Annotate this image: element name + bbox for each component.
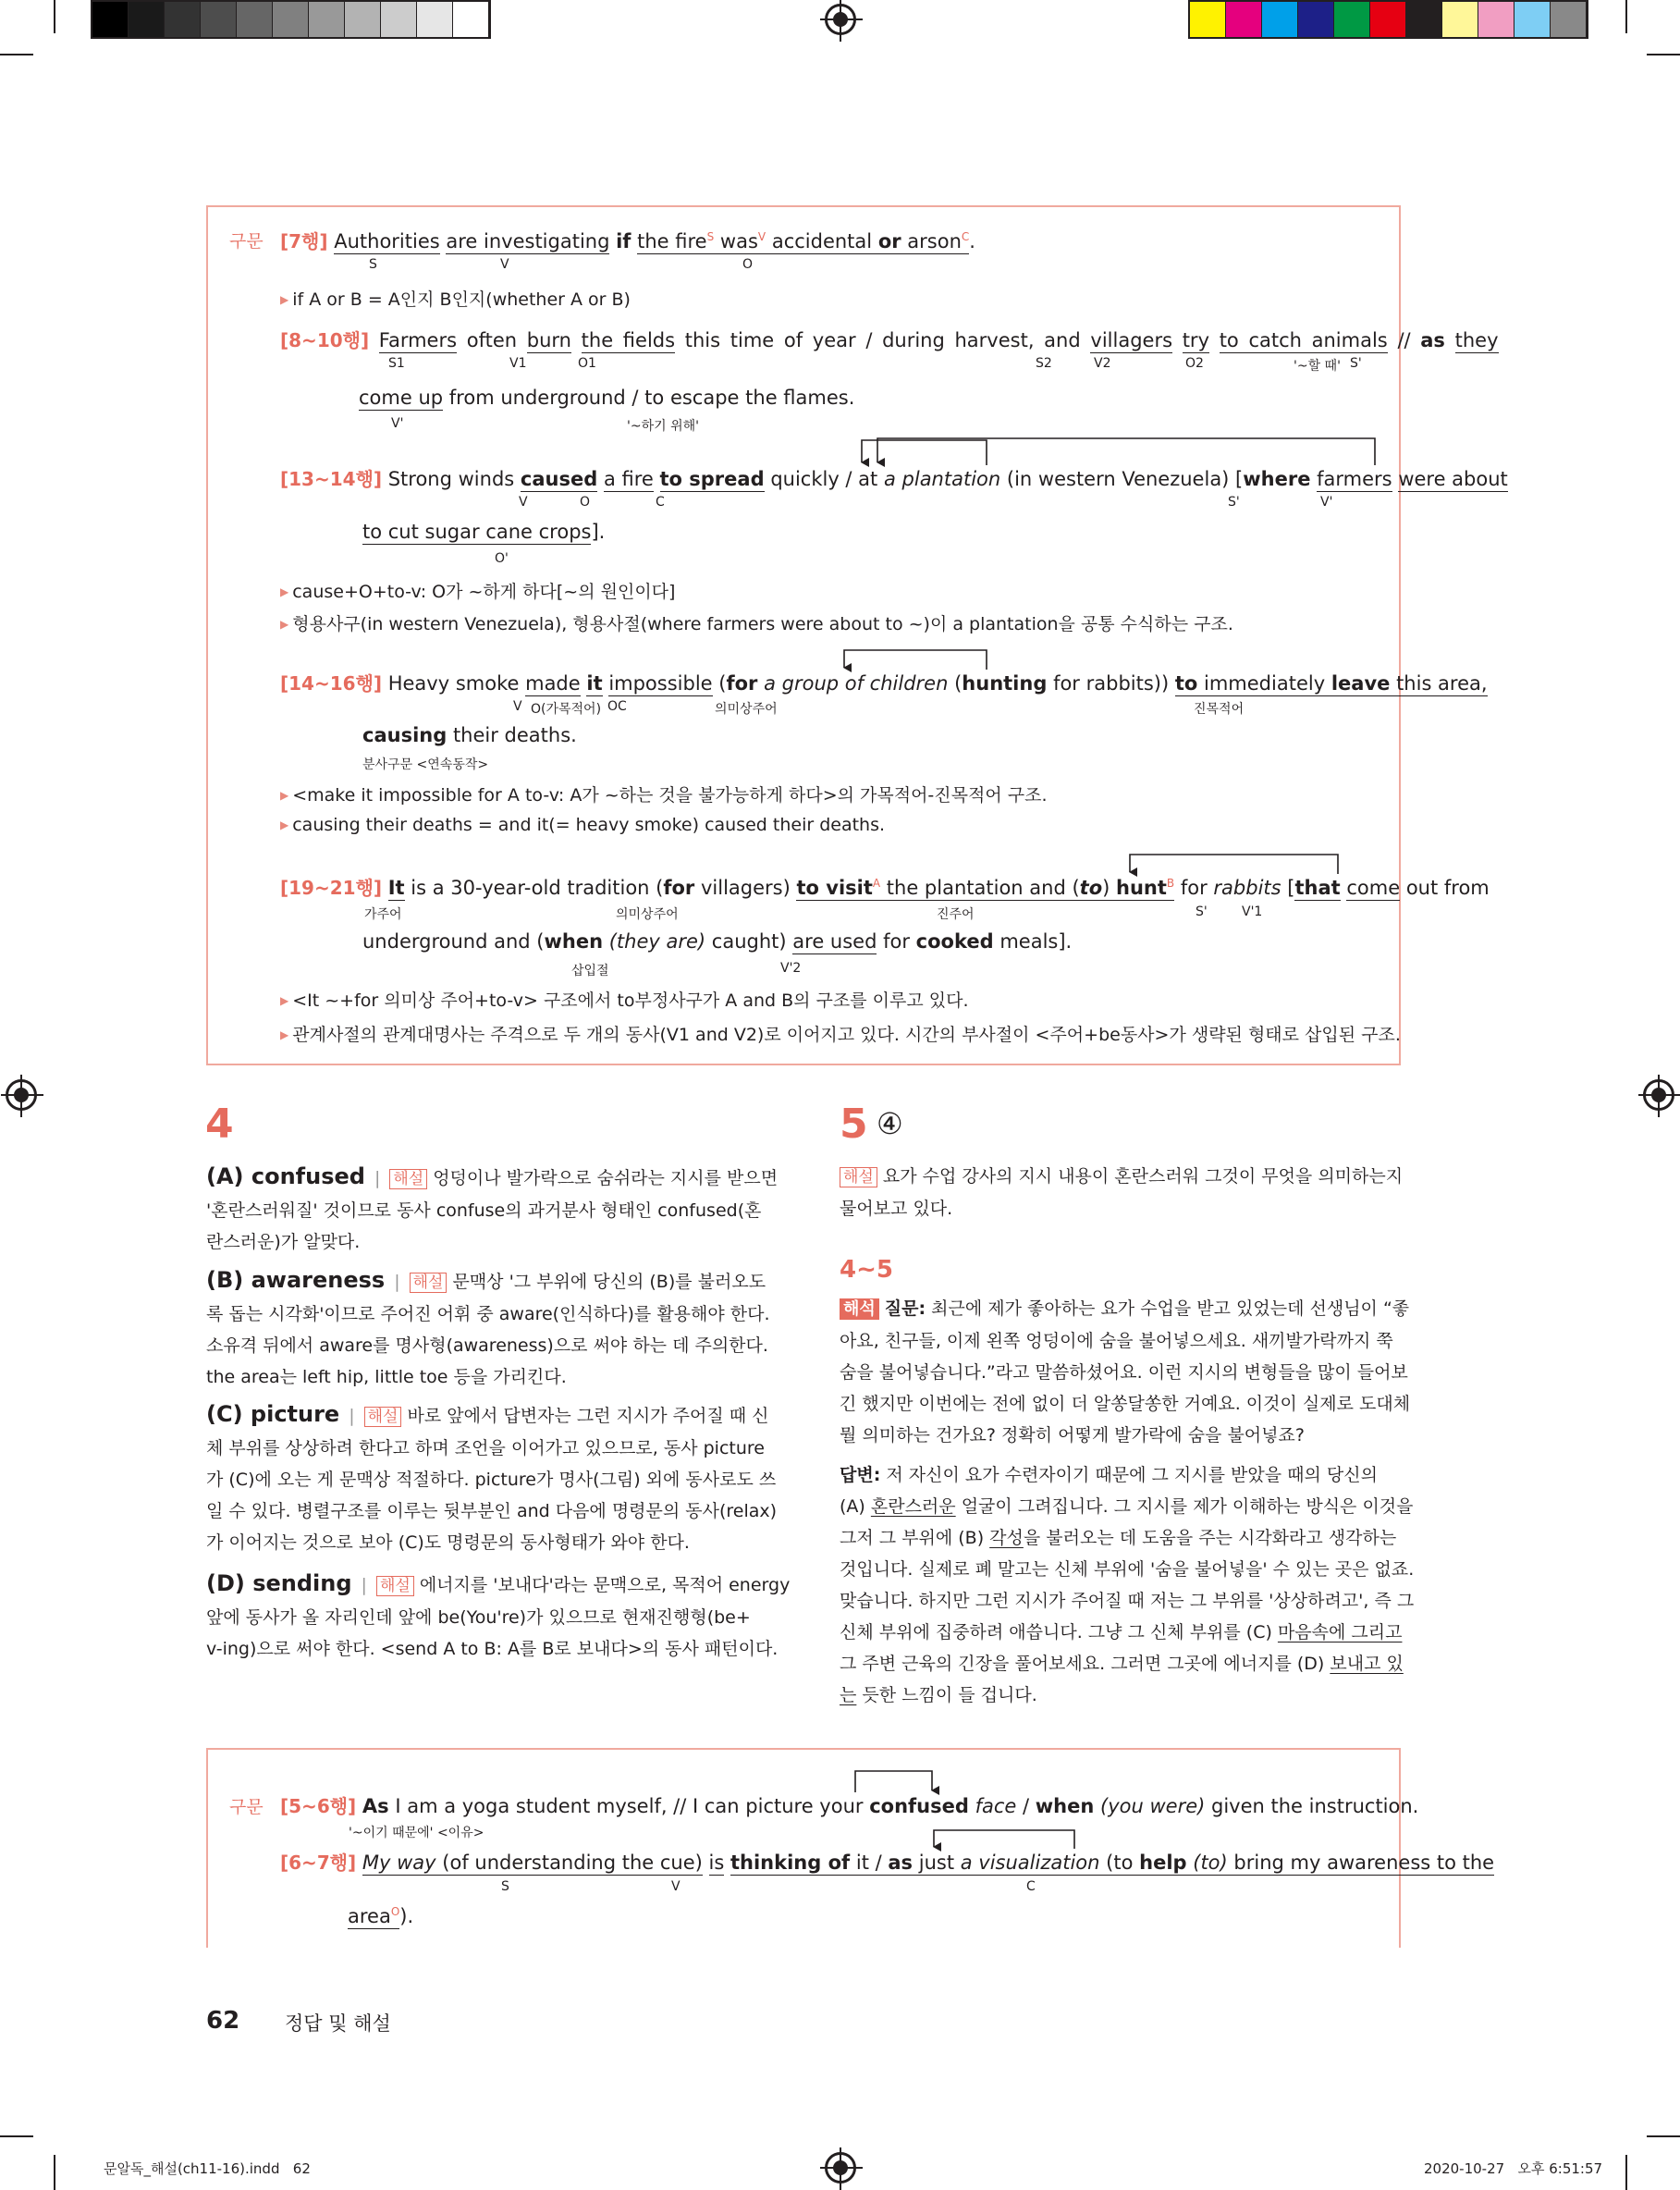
- gray-swatch: [417, 2, 453, 37]
- gray-color-bar: [91, 0, 491, 39]
- translation-answer: 답변: 저 자신이 요가 수련자이기 때문에 그 지시를 받았을 때의 당신의 (A) 혼란스러운 얼굴이 그려집니다. 그 지시를 제가 이해하는 방식은 이것을 그저 그 부위에 (B) 각성을 불러오는 데 도움을 주는 시각화라고 생각하는 것입니다. 실제로 폐 말고는 신체 부위에 '숨을 불어넣을' 수 있는 곳은 없죠. 맞습니다. 하지만 그런 지시가 주어질 때 저는 그 부위를 '상상하려고', 즉 그 신체 부위에 집중하려 애씁니다. 그냥 그 신체 부위를 (C) 마음속에 그리고 그 주변 근육의 긴장을 풀어보세요. 그러면 그곳에 에너지를 (D) 보내고 있 는 듯한 느낌이 들 겁니다.: [840, 1465, 1415, 1705]
- label-s-prime: S': [1350, 356, 1362, 371]
- label-real-object: 진목적어: [1194, 702, 1245, 717]
- sentence-5-6: [5~6행] As I am a yoga student myself, // I can picture your confused face / when (you were) given the instruction.: [280, 1795, 1419, 1817]
- syntax-tag: 구문: [229, 231, 264, 252]
- label-o1: O1: [578, 356, 596, 371]
- label-v: V: [519, 495, 528, 510]
- label-o: O: [742, 257, 754, 272]
- crop-mark-bl-h: [0, 2135, 33, 2137]
- label-v: V: [513, 699, 522, 714]
- note: ▶ 관계사절의 관계대명사는 주격으로 두 개의 동사(V1 and V2)로 이어지고 있다. 시간의 부사절이 <주어+be동사>가 생략된 형태로 삽입된 구조.: [280, 1025, 1401, 1045]
- color-swatch: [1226, 2, 1262, 37]
- label-v: V: [500, 257, 509, 272]
- label-participle: 분사구문 <연속동작>: [362, 757, 489, 772]
- label-v-prime: V': [391, 416, 404, 431]
- answer-c: (C) picture | 해설 바로 앞에서 답변자는 그런 지시가 주어질 때 신 체 부위를 상상하려 한다고 하며 조언을 이어가고 있으므로, 동사 picture 가 (C)에 오는 게 문맥상 적절하다. picture가 명사(그림) 외에 동사로도 쓰 일 수 있다. 병렬구조를 이루는 뒷부분인 and 다음에 명령문의 동사(relax) 가 이어지는 것으로 보아 (C)도 명령문의 동사형태가 와야 한다.: [206, 1401, 778, 1553]
- answer-d: (D) sending | 해설 에너지를 '보내다'라는 문맥으로, 목적어 energy 앞에 동사가 올 자리인데 앞에 be(You're)가 있으므로 현재진행형(be+ v-ing)으로 써야 한다. <send A to B: A를 B로 보내다>의 동사 패턴이다.: [206, 1570, 791, 1659]
- file-name: 문알독_해설(ch11-16).indd 62: [104, 2160, 311, 2177]
- gray-swatch: [92, 2, 129, 37]
- sentence-6-7-cont: area$^O$).: [348, 1905, 414, 1927]
- label-s-prime: S': [1196, 904, 1208, 919]
- crop-mark-tr-h: [1647, 54, 1680, 55]
- gray-swatch: [453, 2, 489, 37]
- color-swatch: [1334, 2, 1370, 37]
- label-s: S: [501, 1879, 509, 1894]
- color-swatch: [1406, 2, 1442, 37]
- crop-mark-tl-v: [54, 0, 55, 33]
- sentence-19-21: [19~21행] It is a 30-year-old tradition (for villagers) to visit$^A$ the plantation and (to) hunt$^B$ for rabbits [that come out from: [280, 877, 1490, 899]
- sentence-14-16: [14~16행] Heavy smoke made it impossible (for a group of children (hunting for rabbits)) to immediately leave this area,: [280, 672, 1488, 695]
- syntax-tag: 구문: [229, 1797, 264, 1817]
- question-number-5: 5: [840, 1101, 868, 1148]
- label-s-prime: S': [1228, 495, 1240, 510]
- label-c: C: [656, 495, 665, 510]
- translation-question: 해석 질문: 최근에 제가 좋아하는 요가 수업을 받고 있었는데 선생님이 “좋 아요, 친구들, 이제 왼쪽 엉덩이에 숨을 불어넣으세요. 새끼발가락까지 쭉 숨을 불어넣습니다.”라고 말씀하셨어요. 이런 지시의 변형들을 많이 들어보 긴 했지만 이번에는 전에 없이 더 알쏭달쏭한 거예요. 이것이 실제로 도대체 뭘 의미하는 건가요? 정확히 어떻게 발가락에 숨을 불어넣죠?: [840, 1298, 1411, 1446]
- gray-swatch: [309, 2, 345, 37]
- label-fake-subject: 가주어: [364, 907, 402, 922]
- crop-mark-br-v: [1625, 2155, 1627, 2190]
- label-s1: S1: [388, 356, 405, 371]
- label-s2: S2: [1036, 356, 1052, 371]
- note: ▶ <make it impossible for A to-v: A가 ~하는 것을 불가능하게 하다>의 가목적어-진목적어 구조.: [280, 785, 1048, 806]
- sentence-13-14: [13~14행] Strong winds caused a fire to spread quickly / at a plantation (in western Venezuela) [where farmers were about: [280, 468, 1508, 490]
- crop-mark-bl-v: [54, 2155, 55, 2190]
- note: ▶ cause+O+to-v: O가 ~하게 하다[~의 원인이다]: [280, 582, 676, 602]
- crop-mark-br-h: [1647, 2135, 1680, 2137]
- label-o-prime: O': [495, 551, 509, 566]
- question-number-4: 4: [205, 1101, 234, 1148]
- answer-b: (B) awareness | 해설 문맥상 '그 부위에 당신의 (B)를 불러오도 록 돕는 시각화'이므로 주어진 어휘 중 aware(인식하다)를 활용해야 한다. 소유격 뒤에서 aware를 명사형(awareness)으로 써야 하는 데 주의한다. the area는 left hip, little toe 등을 가리킨다.: [206, 1267, 770, 1387]
- registration-mark-top: [825, 4, 856, 35]
- label-inserted-clause: 삽입절: [571, 964, 609, 978]
- color-swatch: [1478, 2, 1514, 37]
- label-o: O: [580, 495, 591, 510]
- note: ▶ <It ~+for 의미상 주어+to-v> 구조에서 to부정사구가 A and B의 구조를 이루고 있다.: [280, 990, 969, 1011]
- label-real-subject: 진주어: [937, 907, 975, 922]
- label-s: S: [369, 257, 377, 272]
- color-swatch: [1262, 2, 1298, 37]
- crop-mark-tr-v: [1625, 0, 1627, 33]
- label-c: C: [1026, 1879, 1036, 1894]
- note: ▶ causing their deaths = and it(= heavy smoke) caused their deaths.: [280, 815, 886, 835]
- gray-swatch: [381, 2, 417, 37]
- crop-mark-tl-h: [0, 54, 33, 55]
- label-as: '~할 때': [1294, 359, 1341, 374]
- sentence-19-21-cont: underground and (when (they are) caught) are used for cooked meals].: [362, 930, 1073, 953]
- gray-swatch: [273, 2, 309, 37]
- label-semantic-subject: 의미상주어: [715, 702, 778, 717]
- label-because: '~이기 때문에' <이유>: [349, 1826, 484, 1840]
- color-swatch: [1190, 2, 1226, 37]
- explanation-5: 해설 요가 수업 강사의 지시 내용이 혼란스러워 그것이 무엇을 의미하는지 물어보고 있다.: [840, 1166, 1404, 1219]
- note: ▶ 형용사구(in western Venezuela), 형용사절(where farmers were about to ~)이 a plantation을 공통 수식하는 구조.: [280, 614, 1233, 634]
- page-number: 62: [206, 2007, 240, 2035]
- color-swatch: [1442, 2, 1478, 37]
- gray-swatch: [345, 2, 381, 37]
- color-swatch: [1514, 2, 1551, 37]
- color-swatch: [1551, 2, 1587, 37]
- label-v: V: [671, 1879, 681, 1894]
- gray-swatch: [165, 2, 201, 37]
- label-v-prime: V': [1320, 495, 1333, 510]
- sentence-8-10: [8~10행] Farmers often burn the fields this time of year / during harvest, and villagers try to catch animals // as they: [280, 329, 1499, 351]
- timestamp: 2020-10-27 오후 6:51:57: [1424, 2160, 1603, 2177]
- process-color-bar: [1188, 0, 1588, 39]
- label-oc: OC: [607, 699, 627, 714]
- page-label: 정답 및 해설: [285, 2012, 391, 2035]
- label-v2: V2: [1094, 356, 1111, 371]
- label-v1: V1: [509, 356, 527, 371]
- label-purpose: '~하기 위해': [627, 419, 699, 434]
- note: ▶ if A or B = A인지 B인지(whether A or B): [280, 289, 631, 310]
- label-v2-prime: V'2: [780, 961, 802, 976]
- label-semantic-subject: 의미상주어: [616, 907, 679, 922]
- color-swatch: [1370, 2, 1406, 37]
- sentence-13-14-cont: to cut sugar cane crops].: [362, 521, 606, 543]
- label-o2: O2: [1185, 356, 1204, 371]
- sentence-6-7: [6~7행] My way (of understanding the cue) is thinking of it / as just a visualization (to help (to) bring my awareness to the: [280, 1852, 1495, 1874]
- color-swatch: [1298, 2, 1334, 37]
- sentence-8-10-cont: come up from underground / to escape the flames.: [359, 387, 855, 409]
- registration-mark-bottom: [825, 2152, 856, 2184]
- registration-mark-right: [1643, 1079, 1674, 1111]
- gray-swatch: [237, 2, 273, 37]
- label-o-fake: O(가목적어): [531, 702, 602, 717]
- answer-choice: ④: [877, 1106, 903, 1141]
- gray-swatch: [201, 2, 237, 37]
- sentence-14-16-cont: causing their deaths.: [362, 724, 577, 746]
- section-title-4-5: 4~5: [840, 1256, 893, 1284]
- answer-a: (A) confused | 해설 엉덩이나 발가락으로 숨쉬라는 지시를 받으면 '혼란스러워질' 것이므로 동사 confuse의 과거분사 형태인 confused(혼 란스러운)가 알맞다.: [206, 1163, 779, 1252]
- sentence-7: [7행] Authorities are investigating if the fire$^S$ was$^V$ accidental or arson$^C$.: [280, 230, 975, 252]
- gray-swatch: [129, 2, 165, 37]
- label-v1-prime: V'1: [1242, 904, 1263, 919]
- registration-mark-left: [6, 1079, 37, 1111]
